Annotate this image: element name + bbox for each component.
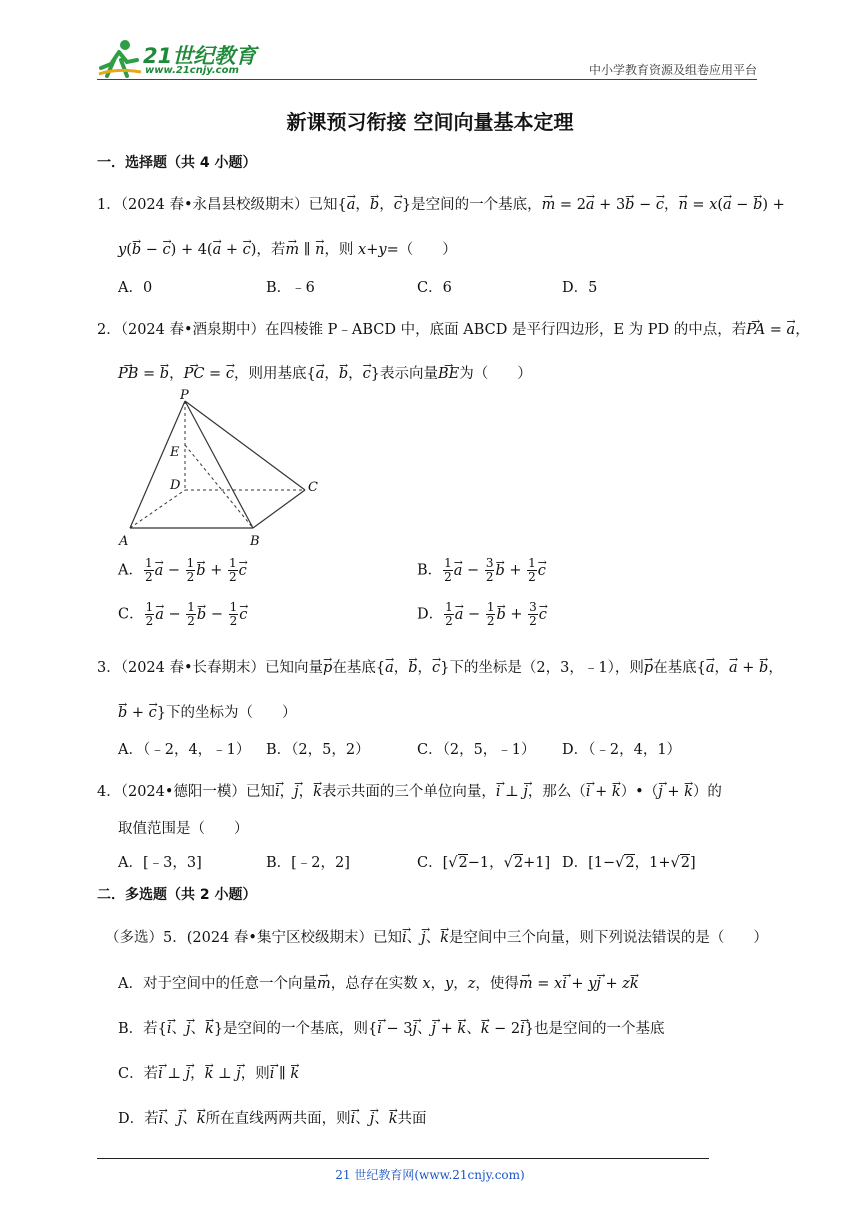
footer-text: 21 世纪教育网(www.21cnjy.com)	[335, 1168, 525, 1182]
vertex-label-d: D	[170, 478, 181, 493]
vertex-label-c: C	[308, 480, 318, 495]
footer-divider	[97, 1158, 709, 1159]
question-1-line-2: y(→ b − → c) + 4(→ a + → c)，若→ m ∥ → n，则 x+y=（ ）	[118, 238, 457, 259]
question-4-line-2: 取值范围是（ ）	[118, 821, 249, 837]
vertex-label-b: B	[250, 534, 260, 549]
question-4-option-a: A．[﹣3，3]	[118, 855, 202, 871]
question-5-option-c: C．若→ i ⊥ → j，→ k ⊥ → j，则→ i ∥ → k	[118, 1062, 299, 1083]
runner-logo-icon	[97, 38, 143, 78]
question-2-option-d: D． $\frac{1}{2}$ → a − $\frac{1}{2}$ → b + $\frac{3}{2}$ → c	[417, 601, 547, 628]
question-3-line-1: 3．（2024 春•长春期末）已知向量→ p在基底{→ a，→ b，→ c}下的坐标是（2，3，﹣1），则→ p在基底{→ a，→ a + → b，	[97, 656, 783, 677]
section-heading-2: 二．多选题（共 2 小题）	[97, 887, 257, 903]
logo-main-text: 21世纪教育	[143, 44, 257, 68]
question-5-option-a: A．对于空间中的任意一个向量→ m，总存在实数 x，y，z，使得→ m = x→ i + y→ j + z→ k	[118, 972, 639, 993]
question-3-option-c: C．（2，5，﹣1）	[417, 742, 536, 758]
question-4-option-c: C．[√2−1，√2+1]	[417, 855, 551, 871]
question-1-line-1: 1．（2024 春•永昌县校级期末）已知{→ a，→ b，→ c}是空间的一个基底，→ m = 2→ a + 3→ b − → c，→ n = x(→ a − → b) +	[97, 193, 785, 214]
question-5-option-d: D．若→ i、→ j、→ k所在直线两两共面，则→ i、→ j、→ k共面	[118, 1107, 427, 1128]
logo-url-text: www.21cnjy.com	[145, 65, 239, 76]
question-2-option-a: A． $\frac{1}{2}$ → a − $\frac{1}{2}$ → b + $\frac{1}{2}$ → c	[118, 557, 247, 584]
question-5-line-1: （多选）5．(2024 春•集宁区校级期末）已知→ i、→ j、→ k是空间中三个向量，则下列说法错误的是（ ）	[105, 926, 768, 947]
question-1-option-a: A．0	[118, 280, 153, 296]
vertex-label-a: A	[119, 534, 129, 549]
question-3-option-d: D．（﹣2，4，1）	[562, 742, 682, 758]
header-divider	[97, 79, 757, 80]
page-title: 新课预习衔接 空间向量基本定理	[286, 110, 574, 134]
logo	[97, 38, 257, 78]
question-3-line-2: → b + → c}下的坐标为（ ）	[118, 701, 297, 722]
question-4-option-d: D．[1−√2，1+√2]	[562, 855, 696, 871]
vertex-label-p: P	[180, 388, 189, 403]
platform-name: 中小学教育资源及组卷应用平台	[588, 63, 757, 77]
question-1-option-d: D．5	[562, 280, 598, 296]
question-2-line-2: → PB = → b，→ PC = → c，则用基底{→ a，→ b，→ c}表示向量→ BE为（ ）	[118, 362, 532, 383]
question-1-option-b: B．﹣6	[266, 280, 315, 296]
question-1-option-c: C．6	[417, 280, 452, 296]
pyramid-figure	[115, 388, 330, 550]
question-2-option-b: B． $\frac{1}{2}$ → a − $\frac{3}{2}$ → b + $\frac{1}{2}$ → c	[417, 557, 546, 584]
question-3-option-b: B．（2，5，2）	[266, 742, 370, 758]
vertex-label-e: E	[170, 445, 180, 460]
section-heading-1: 一．选择题（共 4 小题）	[97, 155, 257, 171]
question-4-line-1: 4．（2024•德阳一模）已知→ i，→ j，→ k表示共面的三个单位向量，→ i ⊥ → j，那么（→ i + → k）•（→ j + → k）的	[97, 780, 722, 801]
question-2-line-1: 2．（2024 春•酒泉期中）在四棱锥 P﹣ABCD 中，底面 ABCD 是平行四边形，E 为 PD 的中点，若→ PA = → a，	[97, 318, 810, 339]
question-2-option-c: C． $\frac{1}{2}$ → a − $\frac{1}{2}$ → b − $\frac{1}{2}$ → c	[118, 601, 247, 628]
question-4-option-b: B．[﹣2，2]	[266, 855, 350, 871]
question-5-option-b: B．若{→ i、→ j、→ k}是空间的一个基底，则{→ i − 3→ j、→ j + → k、→ k − 2→ i}也是空间的一个基底	[118, 1017, 664, 1038]
question-3-option-a: A．（﹣2，4，﹣1）	[118, 742, 251, 758]
